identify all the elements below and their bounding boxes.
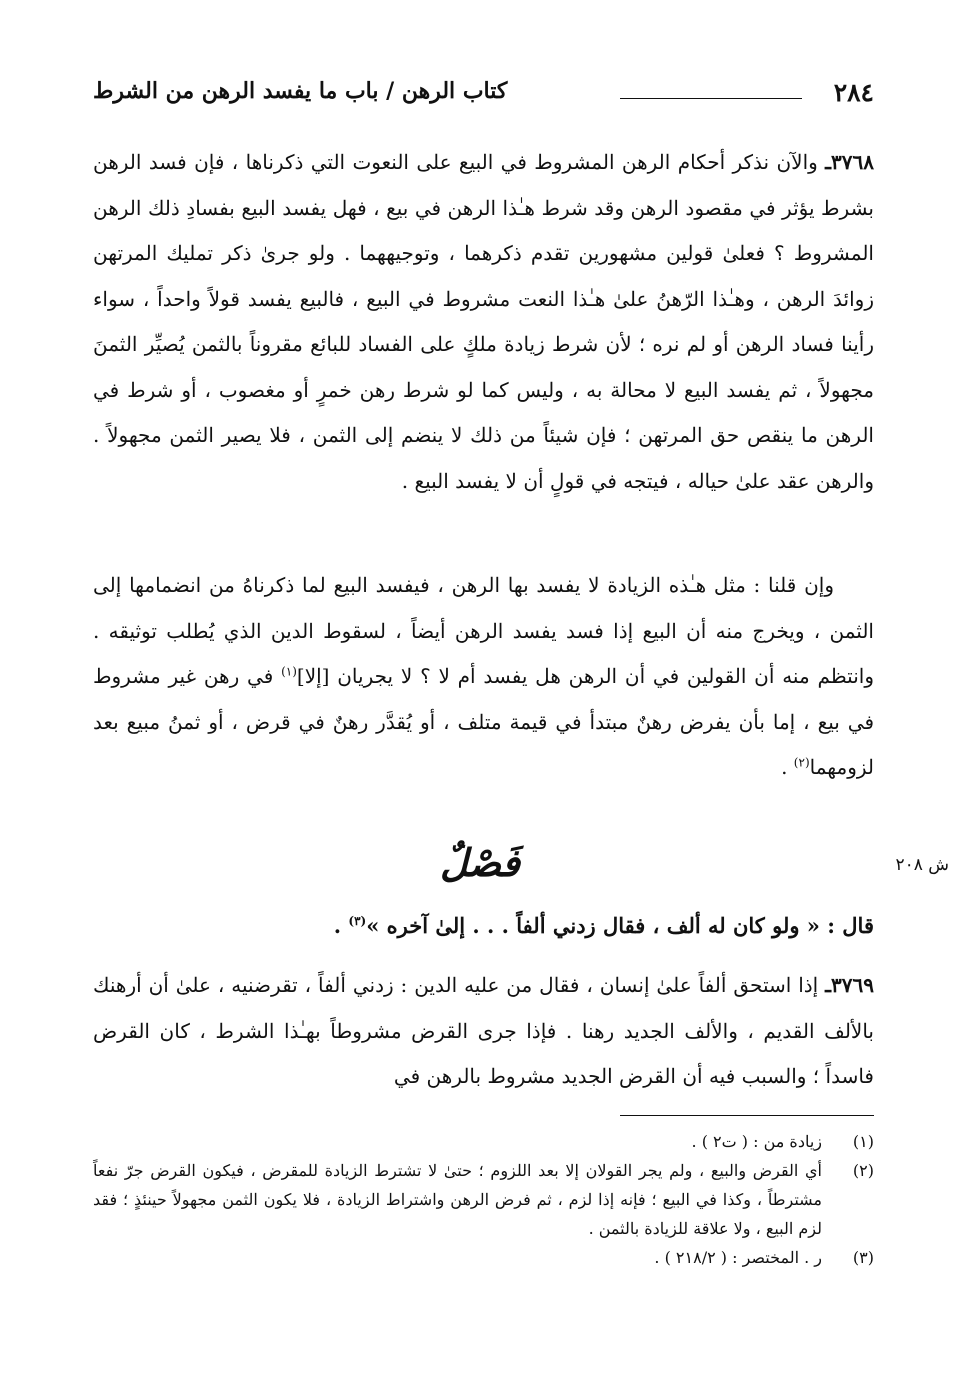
paragraph-3768 xyxy=(93,140,874,504)
paragraph-3769 xyxy=(93,963,874,1100)
running-header xyxy=(93,74,874,114)
paragraph-continuation xyxy=(93,563,874,791)
footnote-ref-1[interactable]: (١) xyxy=(281,664,297,679)
paragraph-text: وإن قلنا : مثل هـٰذه الزيادة لا يفسد بها الرهن ، فيفسد البيع لما ذكرناهُ من انضمامها إلى الثمن ، ويخرج منه أن البيع إذا فسد يفسد الرهن أيضاً ، لسقوط الدين الذي يُطلب توثيقه . وانتظم منه أن القولين في أن الرهن هل يفسد أم لا ؟ لا يجريان [إلا] xyxy=(93,573,874,688)
footnote-ref-3[interactable]: (٣) xyxy=(348,914,367,928)
footnote-ref-2[interactable]: (٢) xyxy=(793,755,810,770)
quoted-text xyxy=(230,903,874,948)
paragraph-number: ٣٧٦٨ـ xyxy=(825,150,874,174)
footnote-number: (٢) xyxy=(852,1161,874,1180)
paragraph-text: . xyxy=(781,755,794,779)
paragraph-text: إذا استحق ألفاً علىٰ إنسان ، فقال من عليه الدين : زدني ألفاً ، تقرضنيه ، علىٰ أن أرهنك بالألف القديم ، والألف الجديد رهنا . فإذا جرى القرض مشروطاً بهـٰذا الشرط ، كان القرض فاسداً ؛ والسبب فيه أن القرض الجديد مشروط بالرهن في xyxy=(93,973,874,1088)
footnote-2 xyxy=(93,1156,874,1243)
paragraph-text: والآن نذكر أحكام الرهن المشروط في البيع على النعوت التي ذكرناها ، فإن فسد الرهن بشرط يؤثر في مقصود الرهن وقد شرط هـٰذا الرهن في بيع ، فهل يفسد البيع بفسادِ ذلك الرهن المشروط ؟ فعلىٰ قولين مشهورين تقدم ذكرهما ، وتوجيههما . ولو جرىٰ ذكر تمليك المرتهن زوائدَ الرهن ، وهـٰذا الرّهنُ علىٰ هـٰذا النعت مشروط في البيع ، فالبيع يفسد قولاً واحداً ، سواء رأينا فساد الرهن أو لم نره ؛ لأن شرط زيادة ملكٍ على الفساد للبائع مقروناً بالثمن يُصيِّر الثمنَ مجهولاً ، ثم يفسد البيع لا محالة به ، وليس كما لو شرط رهن خمرٍ أو مغصوب ، أو شرط في الرهن ما ينقص حق المرتهن ؛ فإن شيئاً من ذلك لا ينضم إلى الثمن ، فلا يصير الثمن مجهولاً . والرهن عقد علىٰ حياله ، فيتجه في قولٍ أن لا يفسد البيع . xyxy=(93,150,874,493)
footnote-number: (١) xyxy=(852,1132,874,1151)
footnote-divider xyxy=(620,1115,874,1116)
paragraph-text: في رهن غير مشروط في بيع ، إما بأن يفرض رهنٌ مبتدأ في قيمة متلف ، أو يُقدَّر رهنٌ في قرض ، أو ثمنُ مبيع بعد لزومهما xyxy=(93,664,874,779)
footnote-3 xyxy=(93,1243,874,1272)
quote-body: قال : « ولو كان له ألف ، فقال زدني ألفاً . . . إلىٰ آخره » xyxy=(366,913,874,938)
page-number: ٢٨٤ xyxy=(833,78,874,107)
footnotes xyxy=(93,1127,874,1272)
footnote-1 xyxy=(93,1127,874,1156)
footnote-text: أي القرض والبيع ، ولم يجر القولان إلا بعد اللزوم ؛ حتىٰ لا تشترط الزيادة للمقرض ، فيكون القرض جرّ نفعاً مشترطاً ، وكذا في البيع ؛ فإنه إذا لزم ، ثم فرض الرهن واشتراط الزيادة ، فلا يكون الثمن مجهولاً حينئذٍ ؛ فقد لزم البيع ، ولا علاقة للزيادة بالثمن . xyxy=(93,1161,823,1238)
quote-end: . xyxy=(333,913,349,938)
margin-note: ش ٢٠٨ xyxy=(895,855,949,875)
footnote-text: زيادة من : ( ت٢ ) . xyxy=(691,1132,822,1151)
footnote-text: ر . المختصر : ( ٢١٨/٢ ) . xyxy=(654,1248,822,1267)
paragraph-number: ٣٧٦٩ـ xyxy=(825,973,874,997)
section-heading: فَصْلٌ xyxy=(440,840,520,885)
footnote-number: (٣) xyxy=(852,1248,874,1267)
header-rule xyxy=(620,98,802,99)
header-title: كتاب الرهن / باب ما يفسد الرهن من الشرط xyxy=(93,78,508,104)
